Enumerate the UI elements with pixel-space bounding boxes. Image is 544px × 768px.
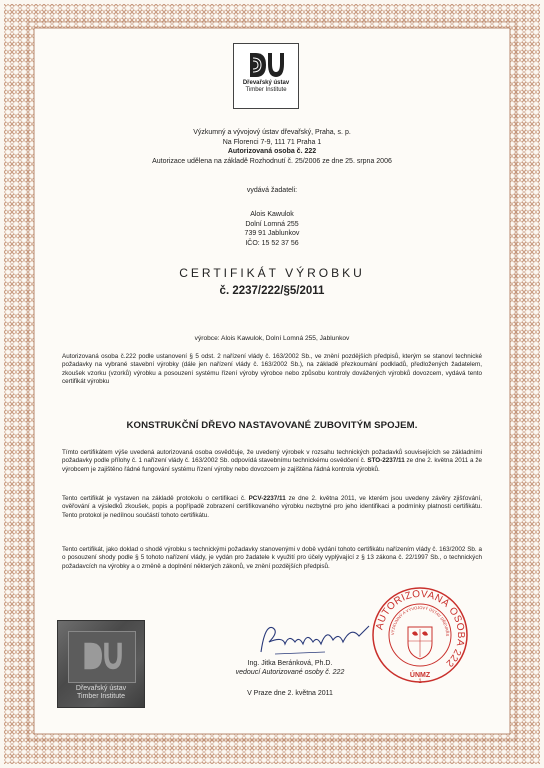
applicant-street: Dolní Lomná 255 xyxy=(245,220,299,228)
signatory-role: vedoucí Autorizované osoby č. 222 xyxy=(235,669,345,676)
institute-logo xyxy=(233,43,299,109)
sto-reference: STO-2237/11 xyxy=(367,457,405,465)
paragraph-conformity-before: Tímto certifikátem výše uvedená autorizovaná osoba osvědčuje, že uvedený výrobek v rozsahu technických požadavků souvisejících se základními požadavky podle přílohy č. 1 nařízení vlády č. 163/2002 Sb. odpovídá stavebnímu technickému osvědčení č. xyxy=(62,449,482,465)
certificate-number: č. 2237/222/§5/2011 xyxy=(219,285,325,297)
producer-line: výrobce: Alois Kawulok, Dolní Lomná 255, Jablunkov xyxy=(194,335,350,342)
paragraph-protocol xyxy=(62,495,482,520)
signatory-name: Ing. Jitka Beránková, Ph.D. xyxy=(247,660,333,667)
badge-line-2: Timber Institute xyxy=(77,693,125,700)
paragraph-protocol-before: Tento certifikát je vystaven na základě protokolu o certifikaci č. xyxy=(62,495,246,502)
pcv-reference: PCV-2237/11 xyxy=(248,495,286,502)
stamp-inner-text: VÝZKUMNÝ A VÝVOJOVÝ ÚSTAV DŘEVAŘS xyxy=(389,604,451,637)
stamp-number: 1 xyxy=(418,679,422,685)
issuer-authorization: Autorizace udělena na základě Rozhodnutí č. 25/2006 ze dne 25. srpna 2006 xyxy=(152,157,392,165)
applicant-ico: IČO: 15 52 37 56 xyxy=(245,239,299,247)
paragraph-conformity-after: ze dne 2. května 2011 a že výrobcem je zajištěno řádné fungování systému řízení výroby nebo dovozcem je zajištěna řádná kontrola výrobků. xyxy=(62,457,483,473)
issue-date: V Praze dne 2. května 2011 xyxy=(247,690,333,697)
stamp-bottom-label xyxy=(370,672,470,685)
issues-to-label: vydává žadateli: xyxy=(246,187,298,194)
signatory-block xyxy=(180,659,400,677)
institute-hologram-badge xyxy=(57,620,145,708)
paragraph-protocol-after: ze dne 2. května 2011, ve kterém jsou uvedeny závěry zjišťování, ověřování a výsledků zkoušek, popis a popřípadě zobrazení certifikovaného výrobku nezbytné pro jeho identifikaci a podmínky platnosti certifikátu. Tento protokol je nedílnou součástí tohoto certifikátu. xyxy=(62,495,482,519)
badge-emblem xyxy=(68,631,136,683)
applicant-block xyxy=(80,210,464,248)
signature xyxy=(255,618,375,660)
authorized-body-stamp xyxy=(370,585,470,685)
issuer-address: Na Florenci 7-9, 111 71 Praha 1 xyxy=(222,138,322,146)
stamp-ring-text: AUTORIZOVANÁ OSOBA 222 xyxy=(374,588,467,669)
issuer-block xyxy=(80,128,464,166)
logo-line-2: Timber Institute xyxy=(245,87,287,93)
stamp-bottom-text: ÚNMZ xyxy=(409,672,431,679)
badge-line-1: Dřevařský ústav xyxy=(75,685,127,692)
certificate-title: CERTIFIKÁT VÝROBKU xyxy=(179,266,365,280)
applicant-city: 739 91 Jablunkov xyxy=(244,230,300,238)
logo-line-1: Dřevařský ústav xyxy=(242,80,290,86)
paragraph-conformity xyxy=(62,449,482,474)
paragraph-validity: Tento certifikát, jako doklad o shodě výrobku s technickými požadavky stanovenými v době vydání tohoto certifikátu nařízením vlády č. 163/2002 Sb. a o posouzení shody podle § 5 tohoto nařízení vlády, je vydán pro žadatele k využití pro účely vyplývající z § 13 zákona č. 22/1997 Sb., o technických požadavcích na výrobky a o změně a doplnění některých zákonů, ve znění pozdějších předpisů. xyxy=(62,546,482,570)
issuer-name: Výzkumný a vývojový ústav dřevařský, Praha, s. p. xyxy=(193,129,351,136)
issuer-authorized-body: Autorizovaná osoba č. 222 xyxy=(227,148,317,156)
product-name: KONSTRUKČNÍ DŘEVO NASTAVOVANÉ ZUBOVITÝM SPOJEM. xyxy=(126,420,418,431)
institute-logo-mark-icon xyxy=(246,50,286,80)
paragraph-authorization: Autorizovaná osoba č.222 podle ustanovení § 5 odst. 2 nařízení vlády č. 163/2002 Sb., ve znění pozdějších předpisů, kterým se stanoví technické požadavky na vybrané stavební výrobky (dále jen nařízení vlády č. 163/2002 Sb.), na základě přezkoumání podkladů, předložených žadatelem, zkoušek vzorku (vzorků) výrobku a posouzení systému řízení výroby výrobce nebo způsobu kontroly dovážených výrobků dovozcem, vydává tento certifikát výrobku xyxy=(62,353,482,386)
badge-logo-icon xyxy=(80,637,124,675)
applicant-name: Alois Kawulok xyxy=(250,211,294,218)
